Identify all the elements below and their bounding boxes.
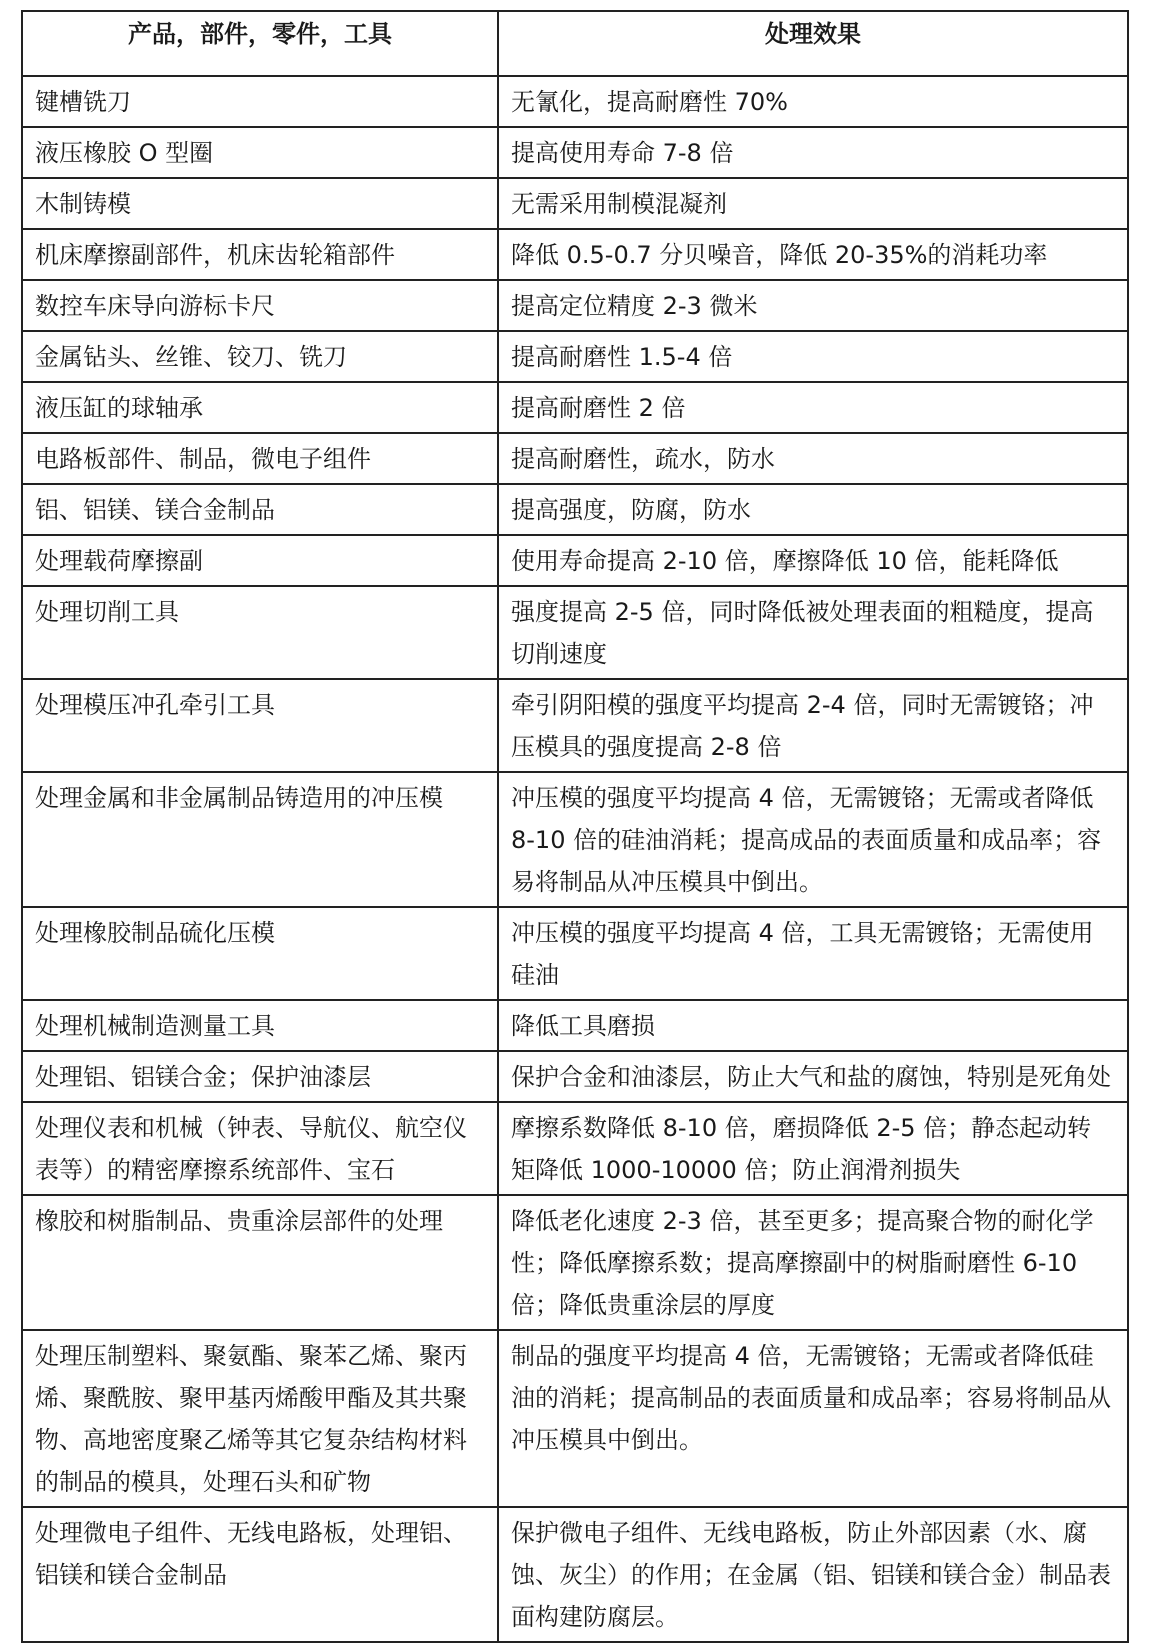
cell-item: 铝、铝镁、镁合金制品	[22, 484, 498, 535]
table-row	[22, 331, 1128, 382]
cell-item: 机床摩擦副部件，机床齿轮箱部件	[22, 229, 498, 280]
cell-effect: 提高强度，防腐，防水	[498, 484, 1128, 535]
table-row	[22, 586, 1128, 679]
cell-effect: 冲压模的强度平均提高 4 倍，工具无需镀铬；无需使用硅油	[498, 907, 1128, 1000]
cell-item: 处理载荷摩擦副	[22, 535, 498, 586]
cell-effect: 提高定位精度 2-3 微米	[498, 280, 1128, 331]
cell-item: 处理切削工具	[22, 586, 498, 679]
table-row	[22, 1195, 1128, 1330]
table-header-row	[22, 11, 1128, 76]
cell-item: 处理模压冲孔牵引工具	[22, 679, 498, 772]
cell-effect: 降低 0.5-0.7 分贝噪音，降低 20-35%的消耗功率	[498, 229, 1128, 280]
cell-effect: 降低老化速度 2-3 倍，甚至更多；提高聚合物的耐化学性；降低摩擦系数；提高摩擦副中的树脂耐磨性 6-10 倍；降低贵重涂层的厚度	[498, 1195, 1128, 1330]
cell-item: 处理金属和非金属制品铸造用的冲压模	[22, 772, 498, 907]
table-row	[22, 484, 1128, 535]
table-row	[22, 127, 1128, 178]
cell-item: 处理微电子组件、无线电路板，处理铝、铝镁和镁合金制品	[22, 1507, 498, 1642]
cell-item: 液压橡胶 O 型圈	[22, 127, 498, 178]
table-row	[22, 280, 1128, 331]
cell-effect: 牵引阴阳模的强度平均提高 2-4 倍，同时无需镀铬；冲压模具的强度提高 2-8 倍	[498, 679, 1128, 772]
cell-item: 处理机械制造测量工具	[22, 1000, 498, 1051]
cell-effect: 提高耐磨性，疏水，防水	[498, 433, 1128, 484]
cell-effect: 摩擦系数降低 8-10 倍，磨损降低 2-5 倍；静态起动转矩降低 1000-10000 倍；防止润滑剂损失	[498, 1102, 1128, 1195]
table-row	[22, 1507, 1128, 1642]
cell-item: 处理铝、铝镁合金；保护油漆层	[22, 1051, 498, 1102]
treatment-effects-table	[21, 10, 1129, 1643]
header-product: 产品，部件，零件，工具	[22, 11, 498, 76]
table-body	[22, 76, 1128, 1642]
table-row	[22, 907, 1128, 1000]
cell-effect: 冲压模的强度平均提高 4 倍，无需镀铬；无需或者降低 8-10 倍的硅油消耗；提高成品的表面质量和成品率；容易将制品从冲压模具中倒出。	[498, 772, 1128, 907]
table-row	[22, 382, 1128, 433]
cell-effect: 制品的强度平均提高 4 倍，无需镀铬；无需或者降低硅油的消耗；提高制品的表面质量和成品率；容易将制品从冲压模具中倒出。	[498, 1330, 1128, 1507]
table-row	[22, 1102, 1128, 1195]
cell-effect: 保护微电子组件、无线电路板，防止外部因素（水、腐蚀、灰尘）的作用；在金属（铝、铝镁和镁合金）制品表面构建防腐层。	[498, 1507, 1128, 1642]
table-row	[22, 679, 1128, 772]
table-row	[22, 535, 1128, 586]
cell-effect: 提高使用寿命 7-8 倍	[498, 127, 1128, 178]
table-row	[22, 1330, 1128, 1507]
table-row	[22, 229, 1128, 280]
cell-item: 液压缸的球轴承	[22, 382, 498, 433]
cell-item: 橡胶和树脂制品、贵重涂层部件的处理	[22, 1195, 498, 1330]
document-page	[21, 10, 1127, 1643]
cell-effect: 降低工具磨损	[498, 1000, 1128, 1051]
cell-item: 处理仪表和机械（钟表、导航仪、航空仪表等）的精密摩擦系统部件、宝石	[22, 1102, 498, 1195]
cell-item: 数控车床导向游标卡尺	[22, 280, 498, 331]
table-row	[22, 1051, 1128, 1102]
header-effect: 处理效果	[498, 11, 1128, 76]
cell-effect: 保护合金和油漆层，防止大气和盐的腐蚀，特别是死角处	[498, 1051, 1128, 1102]
cell-effect: 使用寿命提高 2-10 倍，摩擦降低 10 倍，能耗降低	[498, 535, 1128, 586]
cell-effect: 无氰化，提高耐磨性 70%	[498, 76, 1128, 127]
table-row	[22, 772, 1128, 907]
table-row	[22, 1000, 1128, 1051]
table-row	[22, 76, 1128, 127]
cell-effect: 强度提高 2-5 倍，同时降低被处理表面的粗糙度，提高切削速度	[498, 586, 1128, 679]
cell-effect: 提高耐磨性 1.5-4 倍	[498, 331, 1128, 382]
cell-item: 金属钻头、丝锥、铰刀、铣刀	[22, 331, 498, 382]
cell-item: 电路板部件、制品，微电子组件	[22, 433, 498, 484]
cell-item: 木制铸模	[22, 178, 498, 229]
cell-item: 键槽铣刀	[22, 76, 498, 127]
cell-item: 处理橡胶制品硫化压模	[22, 907, 498, 1000]
cell-effect: 提高耐磨性 2 倍	[498, 382, 1128, 433]
table-row	[22, 178, 1128, 229]
table-row	[22, 433, 1128, 484]
cell-item: 处理压制塑料、聚氨酯、聚苯乙烯、聚丙烯、聚酰胺、聚甲基丙烯酸甲酯及其共聚物、高地密度聚乙烯等其它复杂结构材料的制品的模具，处理石头和矿物	[22, 1330, 498, 1507]
cell-effect: 无需采用制模混凝剂	[498, 178, 1128, 229]
